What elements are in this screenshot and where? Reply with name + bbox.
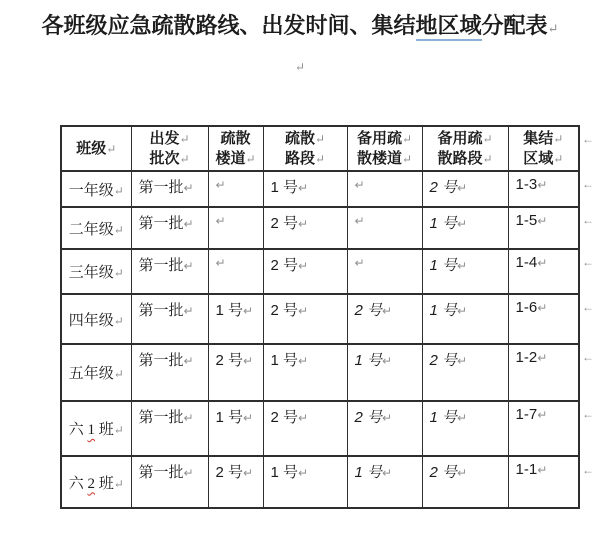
table-row (61, 207, 579, 249)
row-end-mark: ← (582, 213, 594, 227)
cell-text: 2 号 (270, 302, 299, 319)
cell-stair[interactable] (208, 456, 263, 508)
header-text: 疏散 (284, 130, 315, 147)
cell-backup-stair[interactable] (347, 456, 422, 508)
cell-backup-stair[interactable] (347, 171, 422, 207)
pilcrow-mark: ↵ (298, 259, 309, 273)
cell-text: 2 号 (270, 409, 299, 426)
cell-text: 2 号 (354, 409, 383, 426)
cell-route[interactable] (263, 171, 347, 207)
cell-text: 1 号 (429, 215, 458, 232)
pilcrow-mark: ↵ (183, 354, 194, 368)
header-text: 区域 (523, 150, 554, 167)
pilcrow-mark: ↵ (457, 304, 468, 318)
header-text: 批次 (149, 150, 180, 167)
cell-text: 第一批 (138, 464, 184, 481)
pilcrow-mark: ↵ (113, 183, 124, 198)
cell-stair[interactable] (208, 207, 263, 249)
row-end-mark: ← (582, 132, 594, 146)
pilcrow-mark: ↵ (298, 217, 309, 231)
pilcrow-mark: ↵ (537, 463, 548, 477)
cell-class[interactable] (61, 344, 131, 401)
cell-area[interactable] (508, 207, 579, 249)
pilcrow-mark: ↵ (298, 354, 309, 368)
cell-class[interactable] (61, 294, 131, 344)
pilcrow-mark: ↵ (382, 411, 393, 425)
row-end-marks (582, 0, 599, 533)
cell-text: 2 号 (429, 179, 458, 196)
pilcrow-mark: ↵ (215, 256, 226, 270)
pilcrow-mark: ↵ (179, 131, 190, 146)
cell-backup-route[interactable] (422, 344, 508, 401)
pilcrow-mark: ↵ (294, 60, 306, 74)
header-text: 路段 (284, 150, 315, 167)
pilcrow-mark: ↵ (113, 266, 124, 280)
pilcrow-mark: ↵ (401, 151, 413, 166)
cell-text: 2 号 (270, 215, 299, 232)
pilcrow-mark: ↵ (457, 411, 468, 425)
table-row (61, 401, 579, 456)
cell-text: 2 号 (354, 302, 383, 319)
cell-text: 1-2 (515, 349, 538, 366)
header-text: 散路段 (437, 150, 483, 167)
cell-backup-route[interactable] (422, 171, 508, 207)
cell-text: 六 (68, 422, 88, 438)
cell-batch[interactable] (131, 294, 208, 344)
pilcrow-mark: ↵ (457, 181, 468, 195)
pilcrow-mark: ↵ (298, 181, 309, 195)
cell-backup-stair[interactable] (347, 249, 422, 294)
cell-area[interactable] (508, 171, 579, 207)
pilcrow-mark: ↵ (314, 131, 326, 146)
header-cell-class[interactable] (61, 126, 131, 171)
table-header-row (61, 126, 579, 171)
cell-text: 第一批 (138, 409, 184, 426)
header-text: 集结 (523, 130, 554, 147)
pilcrow-mark: ↵ (382, 466, 393, 480)
title-text: 各班级应急疏散路线、出发时间、集结 (41, 13, 416, 38)
cell-batch[interactable] (131, 401, 208, 456)
cell-text: 六 (68, 475, 88, 492)
cell-text: 一年级 (68, 182, 114, 199)
empty-paragraph (0, 58, 600, 76)
row-end-mark: ← (582, 350, 594, 364)
pilcrow-mark: ↵ (106, 141, 117, 156)
cell-text: 1 号 (270, 464, 299, 481)
cell-text: 1-5 (515, 212, 538, 229)
cell-text: 1 号 (215, 409, 244, 426)
pilcrow-mark: ↵ (183, 466, 194, 480)
cell-area[interactable] (508, 249, 579, 294)
cell-text: 1 号 (429, 257, 458, 274)
cell-route[interactable] (263, 344, 347, 401)
cell-backup-route[interactable] (422, 249, 508, 294)
pilcrow-mark: ↵ (183, 411, 194, 425)
cell-class[interactable] (61, 207, 131, 249)
pilcrow-mark: ↵ (354, 256, 365, 270)
cell-area[interactable] (508, 401, 579, 456)
pilcrow-mark: ↵ (457, 259, 468, 273)
cell-text: 班 (94, 475, 114, 492)
cell-stair[interactable] (208, 249, 263, 294)
cell-text: 1 号 (429, 409, 458, 426)
header-text: 班级 (76, 140, 107, 157)
pilcrow-mark: ↵ (354, 214, 365, 228)
cell-text: 2 号 (429, 464, 458, 481)
cell-class[interactable] (61, 249, 131, 294)
pilcrow-mark: ↵ (382, 354, 393, 368)
pilcrow-mark: ↵ (243, 466, 254, 480)
pilcrow-mark: ↵ (113, 476, 124, 491)
pilcrow-mark: ↵ (113, 222, 124, 237)
cell-backup-stair[interactable] (347, 401, 422, 456)
cell-batch[interactable] (131, 249, 208, 294)
header-cell-batch[interactable] (131, 126, 208, 171)
pilcrow-mark: ↵ (113, 423, 124, 437)
table-row (61, 249, 579, 294)
cell-text: 第一批 (138, 302, 184, 319)
cell-stair[interactable] (208, 171, 263, 207)
cell-class[interactable] (61, 171, 131, 207)
cell-area[interactable] (508, 294, 579, 344)
pilcrow-mark: ↵ (183, 259, 194, 273)
cell-text: 五年级 (68, 366, 114, 382)
pilcrow-mark: ↵ (215, 178, 226, 192)
cell-route[interactable] (263, 249, 347, 294)
pilcrow-mark: ↵ (298, 411, 309, 425)
cell-text: 1 号 (270, 179, 299, 196)
cell-area[interactable] (508, 456, 579, 508)
cell-text: 1 号 (429, 302, 458, 319)
cell-backup-stair[interactable] (347, 344, 422, 401)
cell-text: 1-6 (515, 299, 538, 316)
cell-backup-route[interactable] (422, 207, 508, 249)
header-text: 疏散 (220, 130, 251, 147)
header-text: 楼道 (215, 150, 246, 167)
pilcrow-mark: ↵ (457, 466, 468, 480)
header-text: 备用疏 (437, 130, 483, 147)
row-end-mark: ← (582, 407, 594, 421)
pilcrow-mark: ↵ (113, 367, 124, 381)
cell-batch[interactable] (131, 207, 208, 249)
cell-route[interactable] (263, 294, 347, 344)
cell-text: 班 (94, 422, 114, 438)
pilcrow-mark: ↵ (314, 151, 326, 166)
cell-batch[interactable] (131, 171, 208, 207)
pilcrow-mark: ↵ (537, 408, 548, 422)
cell-route[interactable] (263, 207, 347, 249)
table-row (61, 456, 579, 508)
cell-text-misspelled: 2 (87, 475, 95, 492)
cell-backup-stair[interactable] (347, 207, 422, 249)
pilcrow-mark: ↵ (243, 304, 254, 318)
cell-area[interactable] (508, 344, 579, 401)
cell-text: 第一批 (138, 179, 184, 196)
row-end-mark: ← (582, 300, 594, 314)
evacuation-table (60, 125, 580, 509)
cell-text: 第一批 (138, 352, 184, 369)
header-text: 散楼道 (356, 150, 402, 167)
pilcrow-mark: ↵ (382, 304, 393, 318)
cell-text: 四年级 (68, 312, 114, 329)
title-text-suffix: 分配表 (481, 13, 548, 38)
cell-text: 第一批 (138, 257, 184, 274)
cell-backup-route[interactable] (422, 401, 508, 456)
pilcrow-mark: ↵ (183, 304, 194, 318)
cell-backup-route[interactable] (422, 456, 508, 508)
row-end-mark: ← (582, 463, 594, 477)
cell-text: 1-3 (515, 176, 538, 193)
pilcrow-mark: ↵ (243, 411, 254, 425)
pilcrow-mark: ↵ (537, 301, 548, 315)
pilcrow-mark: ↵ (298, 304, 309, 318)
pilcrow-mark: ↵ (401, 131, 413, 146)
pilcrow-mark: ↵ (547, 21, 559, 36)
header-cell-stair[interactable] (208, 126, 263, 171)
header-cell-backup-stair[interactable] (347, 126, 422, 171)
pilcrow-mark: ↵ (354, 178, 365, 192)
cell-batch[interactable] (131, 456, 208, 508)
pilcrow-mark: ↵ (537, 178, 548, 192)
cell-stair[interactable] (208, 294, 263, 344)
pilcrow-mark: ↵ (553, 131, 564, 146)
header-cell-route[interactable] (263, 126, 347, 171)
pilcrow-mark: ↵ (537, 256, 548, 270)
cell-text-misspelled: 1 (87, 422, 95, 438)
table-row (61, 171, 579, 207)
header-cell-area[interactable] (508, 126, 579, 171)
pilcrow-mark: ↵ (113, 313, 124, 328)
cell-text: 1-4 (515, 254, 538, 271)
cell-route[interactable] (263, 401, 347, 456)
pilcrow-mark: ↵ (183, 181, 194, 195)
pilcrow-mark: ↵ (457, 217, 468, 231)
cell-text: 2 号 (270, 257, 299, 274)
pilcrow-mark: ↵ (457, 354, 468, 368)
table-row (61, 294, 579, 344)
cell-batch[interactable] (131, 344, 208, 401)
pilcrow-mark: ↵ (179, 151, 190, 166)
title-grammar-underlined-text: 地区域 (416, 13, 482, 41)
pilcrow-mark: ↵ (537, 351, 548, 365)
header-text: 出发 (149, 130, 180, 147)
cell-stair[interactable] (208, 401, 263, 456)
cell-text: 1 号 (215, 302, 244, 319)
cell-class[interactable] (61, 401, 131, 456)
cell-stair[interactable] (208, 344, 263, 401)
row-end-mark: ← (582, 177, 594, 191)
pilcrow-mark: ↵ (243, 354, 254, 368)
pilcrow-mark: ↵ (215, 214, 226, 228)
pilcrow-mark: ↵ (482, 151, 493, 166)
cell-text: 2 号 (215, 464, 244, 481)
cell-text: 2 号 (215, 352, 244, 369)
pilcrow-mark: ↵ (537, 214, 548, 228)
header-cell-backup-route[interactable] (422, 126, 508, 171)
pilcrow-mark: ↵ (245, 151, 256, 166)
header-text: 备用疏 (356, 130, 402, 147)
row-end-mark: ← (582, 255, 594, 269)
document-title (0, 9, 600, 40)
cell-text: 1-1 (515, 461, 538, 478)
cell-text: 三年级 (68, 265, 114, 281)
cell-text: 1 号 (354, 352, 383, 369)
cell-text: 1 号 (354, 464, 383, 481)
cell-text: 2 号 (429, 352, 458, 369)
cell-text: 1-7 (515, 406, 538, 423)
cell-class[interactable] (61, 456, 131, 508)
cell-backup-route[interactable] (422, 294, 508, 344)
cell-backup-stair[interactable] (347, 294, 422, 344)
table-row (61, 344, 579, 401)
cell-route[interactable] (263, 456, 347, 508)
pilcrow-mark: ↵ (553, 151, 564, 166)
pilcrow-mark: ↵ (482, 131, 493, 146)
cell-text: 二年级 (68, 221, 114, 238)
pilcrow-mark: ↵ (183, 217, 194, 231)
cell-text: 1 号 (270, 352, 299, 369)
cell-text: 第一批 (138, 215, 184, 232)
pilcrow-mark: ↵ (298, 466, 309, 480)
